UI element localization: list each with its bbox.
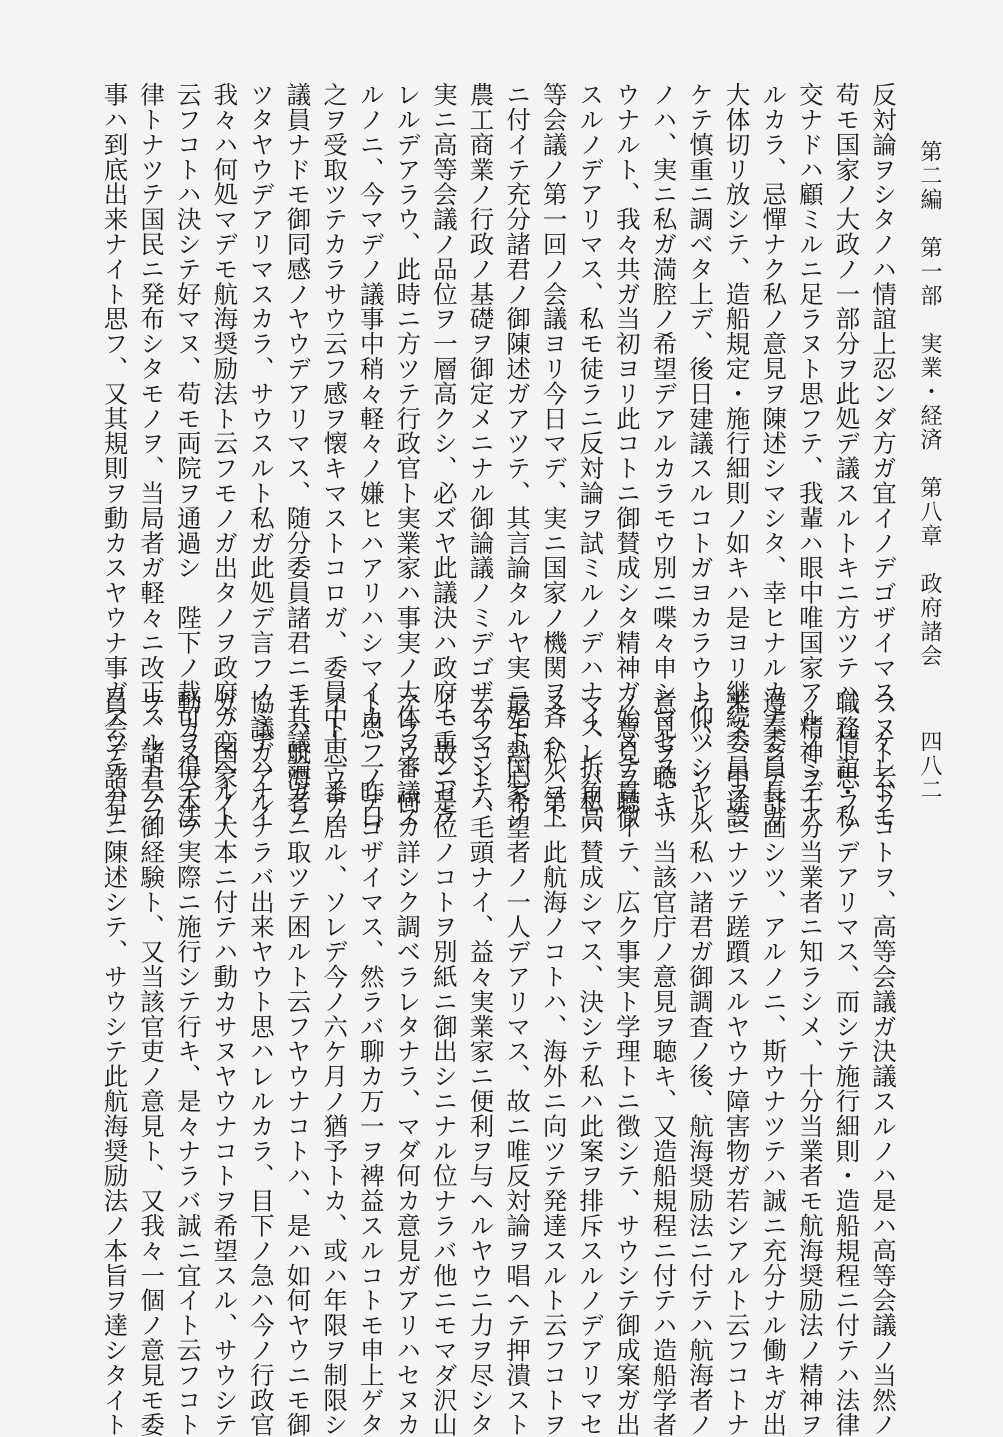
text-line: 動カヌ大本ヲ実際ニ施行シテ行キ、是々ナラバ誠ニ宜イト云フコト bbox=[173, 690, 203, 1437]
text-line: 云フコトハ毛頭ナイ、益々実業家ニ便利ヲ与ヘルヤウニ力ヲ尽シタ bbox=[466, 690, 496, 1437]
text-line: ニ付イテ充分諸君ノ御陳述ガアツテ、其言論タルヤ実ニ殆ド国家ノ bbox=[503, 82, 533, 829]
text-line: ルカラ、忌憚ナク私ノ意見ヲ陳述シマシタ、幸ヒナルカナ委員長ガ bbox=[759, 82, 789, 829]
text-line: 職務ト思フノデアリマス、而シテ施行細則・造船規程ニ付テハ法律 bbox=[832, 690, 862, 1437]
text-line: ト思フノデゴザイマス、然ラバ聊カ万一ヲ裨益スルコトモ申上ゲタ bbox=[356, 690, 386, 1437]
text-line: ノ精神ヲ十分当業者ニ知ラシメ、十分当業者モ航海奨励法ノ精神ヲ bbox=[795, 690, 825, 1437]
text-line: 最モ熱心希望者ノ一人デアリマス、故ニ唯反対論ヲ唱ヘテ押潰スト bbox=[503, 690, 533, 1437]
text-line: 実ニ高等会議ノ品位ヲ一層高クシ、必ズヤ此議決ハ政府モ重ンゼラ bbox=[429, 82, 459, 829]
text-line: マスレバ私ハ賛成シマス、決シテ私ハ此案ヲ排斥スルノデアリマセ bbox=[576, 690, 606, 1437]
text-line: 大体切リ放シテ、造船規定・施行細則ノ如キハ是ヨリ継続委員ヲ設 bbox=[722, 82, 752, 829]
text-line: 云フコトハ決シテ好マヌ、苟モ両院ヲ通過シ 陛下ノ裁可ヲ得テ法 bbox=[173, 82, 203, 829]
text-line: アラウ、何カ詳シク調ベラレタナラ、マダ何カ意見ガアリハセヌカ bbox=[393, 690, 423, 1437]
text-line: レルデアラウ、此時ニ方ツテ行政官ト実業家ハ事実ノ大体ヲ審議ス bbox=[393, 82, 423, 829]
text-line: 農工商業ノ行政ノ基礎ヲ御定メニナル御論議ノミデゴザイマシテ、 bbox=[466, 82, 496, 829]
text-line: 之ヲ受取ツテカラサウ云フ感ヲ懐キマストコロガ、委員中十一番ノ bbox=[320, 82, 350, 829]
text-line: 意見ヲ聴キ、当該官庁ノ意見ヲ聴キ、又造船規程ニ付テハ造船学者 bbox=[649, 690, 679, 1437]
text-line: ラバ、ソレハ私ハ諸君ガ御調査ノ後、航海奨励法ニ付テハ航海者ノ bbox=[686, 690, 716, 1437]
text-line: ヌ、私ハ第一此航海ノコトハ、海外ニ向ツテ発達スルト云フコトヲ bbox=[539, 690, 569, 1437]
text-line: 等会議ノ第一回ノ会議ヨリ今日マデ、実ニ国家ノ機関ヲ斉ヘルコト bbox=[539, 82, 569, 829]
text-line: テハ航海者ニ取ツテ困ルト云フヤウナコトハ、是ハ如何ヤウニモ御 bbox=[283, 690, 313, 1437]
lower-text-block bbox=[100, 690, 901, 1437]
text-line: ウナルト、我々共ガ当初ヨリ此コトニ御賛成シタ精神ガ始メテ貫徹 bbox=[612, 82, 642, 829]
text-line: ノ意見ヲ聴イテ、広ク事実ト学理トニ徴シテ、サウシテ御成案ガ出 bbox=[612, 690, 642, 1437]
text-line: 苟モ国家ノ大政ノ一部分ヲ此処デ議スルトキニ方ツテハ、情誼・私 bbox=[832, 82, 862, 829]
text-line: 事ハ到底出来ナイト思フ、又其規則ヲ動カスヤウナ事ガアツテハナ bbox=[100, 82, 130, 829]
text-line: 員会デ諸君ニ陳述シテ、サウシテ此航海奨励法ノ本旨ヲ達シタイト bbox=[100, 690, 130, 1437]
text-line: スルノデアリマス、私モ徒ラニ反対論ヲ試ミルノデハナイ、折角高 bbox=[576, 82, 606, 829]
text-line: 交ナドハ顧ミルニ足ラヌト思フテ、我輩ハ眼中唯国家アルノミデア bbox=[795, 82, 825, 829]
text-line: 律トナツテ国民ニ発布シタモノヲ、当局者ガ軽々ニ改正スルト云フ bbox=[137, 82, 167, 829]
text-line: ノハ、実ニ私ガ満腔ノ希望デアルカラモウ別ニ喋々申シマセヌ、サ bbox=[649, 82, 679, 829]
text-line: 来ヌ、中途ニナツテ蹉躓スルヤウナ障害物ガ若シアルト云フコトナ bbox=[722, 690, 752, 1437]
text-line: ラヌト云フコトヲ、高等会議ガ決議スルノハ是ハ高等会議ノ当然ノ bbox=[869, 690, 898, 1437]
text-line: ルノニ、今マデノ議事中稍々軽々ノ嫌ヒハアリハシマイカ、一昨日 bbox=[356, 82, 386, 829]
page-number: 四八二 bbox=[917, 730, 942, 802]
upper-text-block bbox=[100, 82, 901, 829]
text-line: 遵奉シテ計画シツ、アルノニ、斯ウナツテハ誠ニ充分ナル働キガ出 bbox=[759, 690, 789, 1437]
text-line: イ、故ニ是位ノコトヲ別紙ニ御出シニナル位ナラバ他ニモマダ沢山 bbox=[429, 690, 459, 1437]
text-line: ガ、国家ノ大本ニ付テハ動カサヌヤウナコトヲ希望スル、サウシテ bbox=[210, 690, 240, 1437]
text-line: ヲ、諸君ノ御経験ト、又当該官吏ノ意見ト、又我々一個ノ意見モ委 bbox=[137, 690, 167, 1437]
text-line: 議員ナドモ御同感ノヤウデアリマス、随分委員諸君ニモ其議論ガア bbox=[283, 82, 313, 829]
text-line: ケテ慎重ニ調ベタ上デ、後日建議スルコトガヨカラウト仰ツシヤル bbox=[686, 82, 716, 829]
text-line: 協議ガアルナラバ出来ヤウト思ハレルカラ、目下ノ急ハ今ノ行政官 bbox=[246, 690, 276, 1437]
text-line: ツタヤウデアリマスカラ、サウスルト私ガ此処デ言フノミデハナイ bbox=[246, 82, 276, 829]
running-header: 第二編 第一部 実業・経済 第八章 政府諸会 bbox=[917, 140, 942, 668]
text-line: 反対論ヲシタノハ情誼上忍ンダ方ガ宜イノデゴザイマス、ケレドモ bbox=[869, 82, 898, 829]
text-line: 我々ハ何処マデモ航海奨励法ト云フモノガ出タノヲ政府ガ変ヘルト bbox=[210, 82, 240, 829]
text-line: イト思ウテ居ル、ソレデ今ノ六ケ月ノ猶予トカ、或ハ年限ヲ制限シ bbox=[320, 690, 350, 1437]
